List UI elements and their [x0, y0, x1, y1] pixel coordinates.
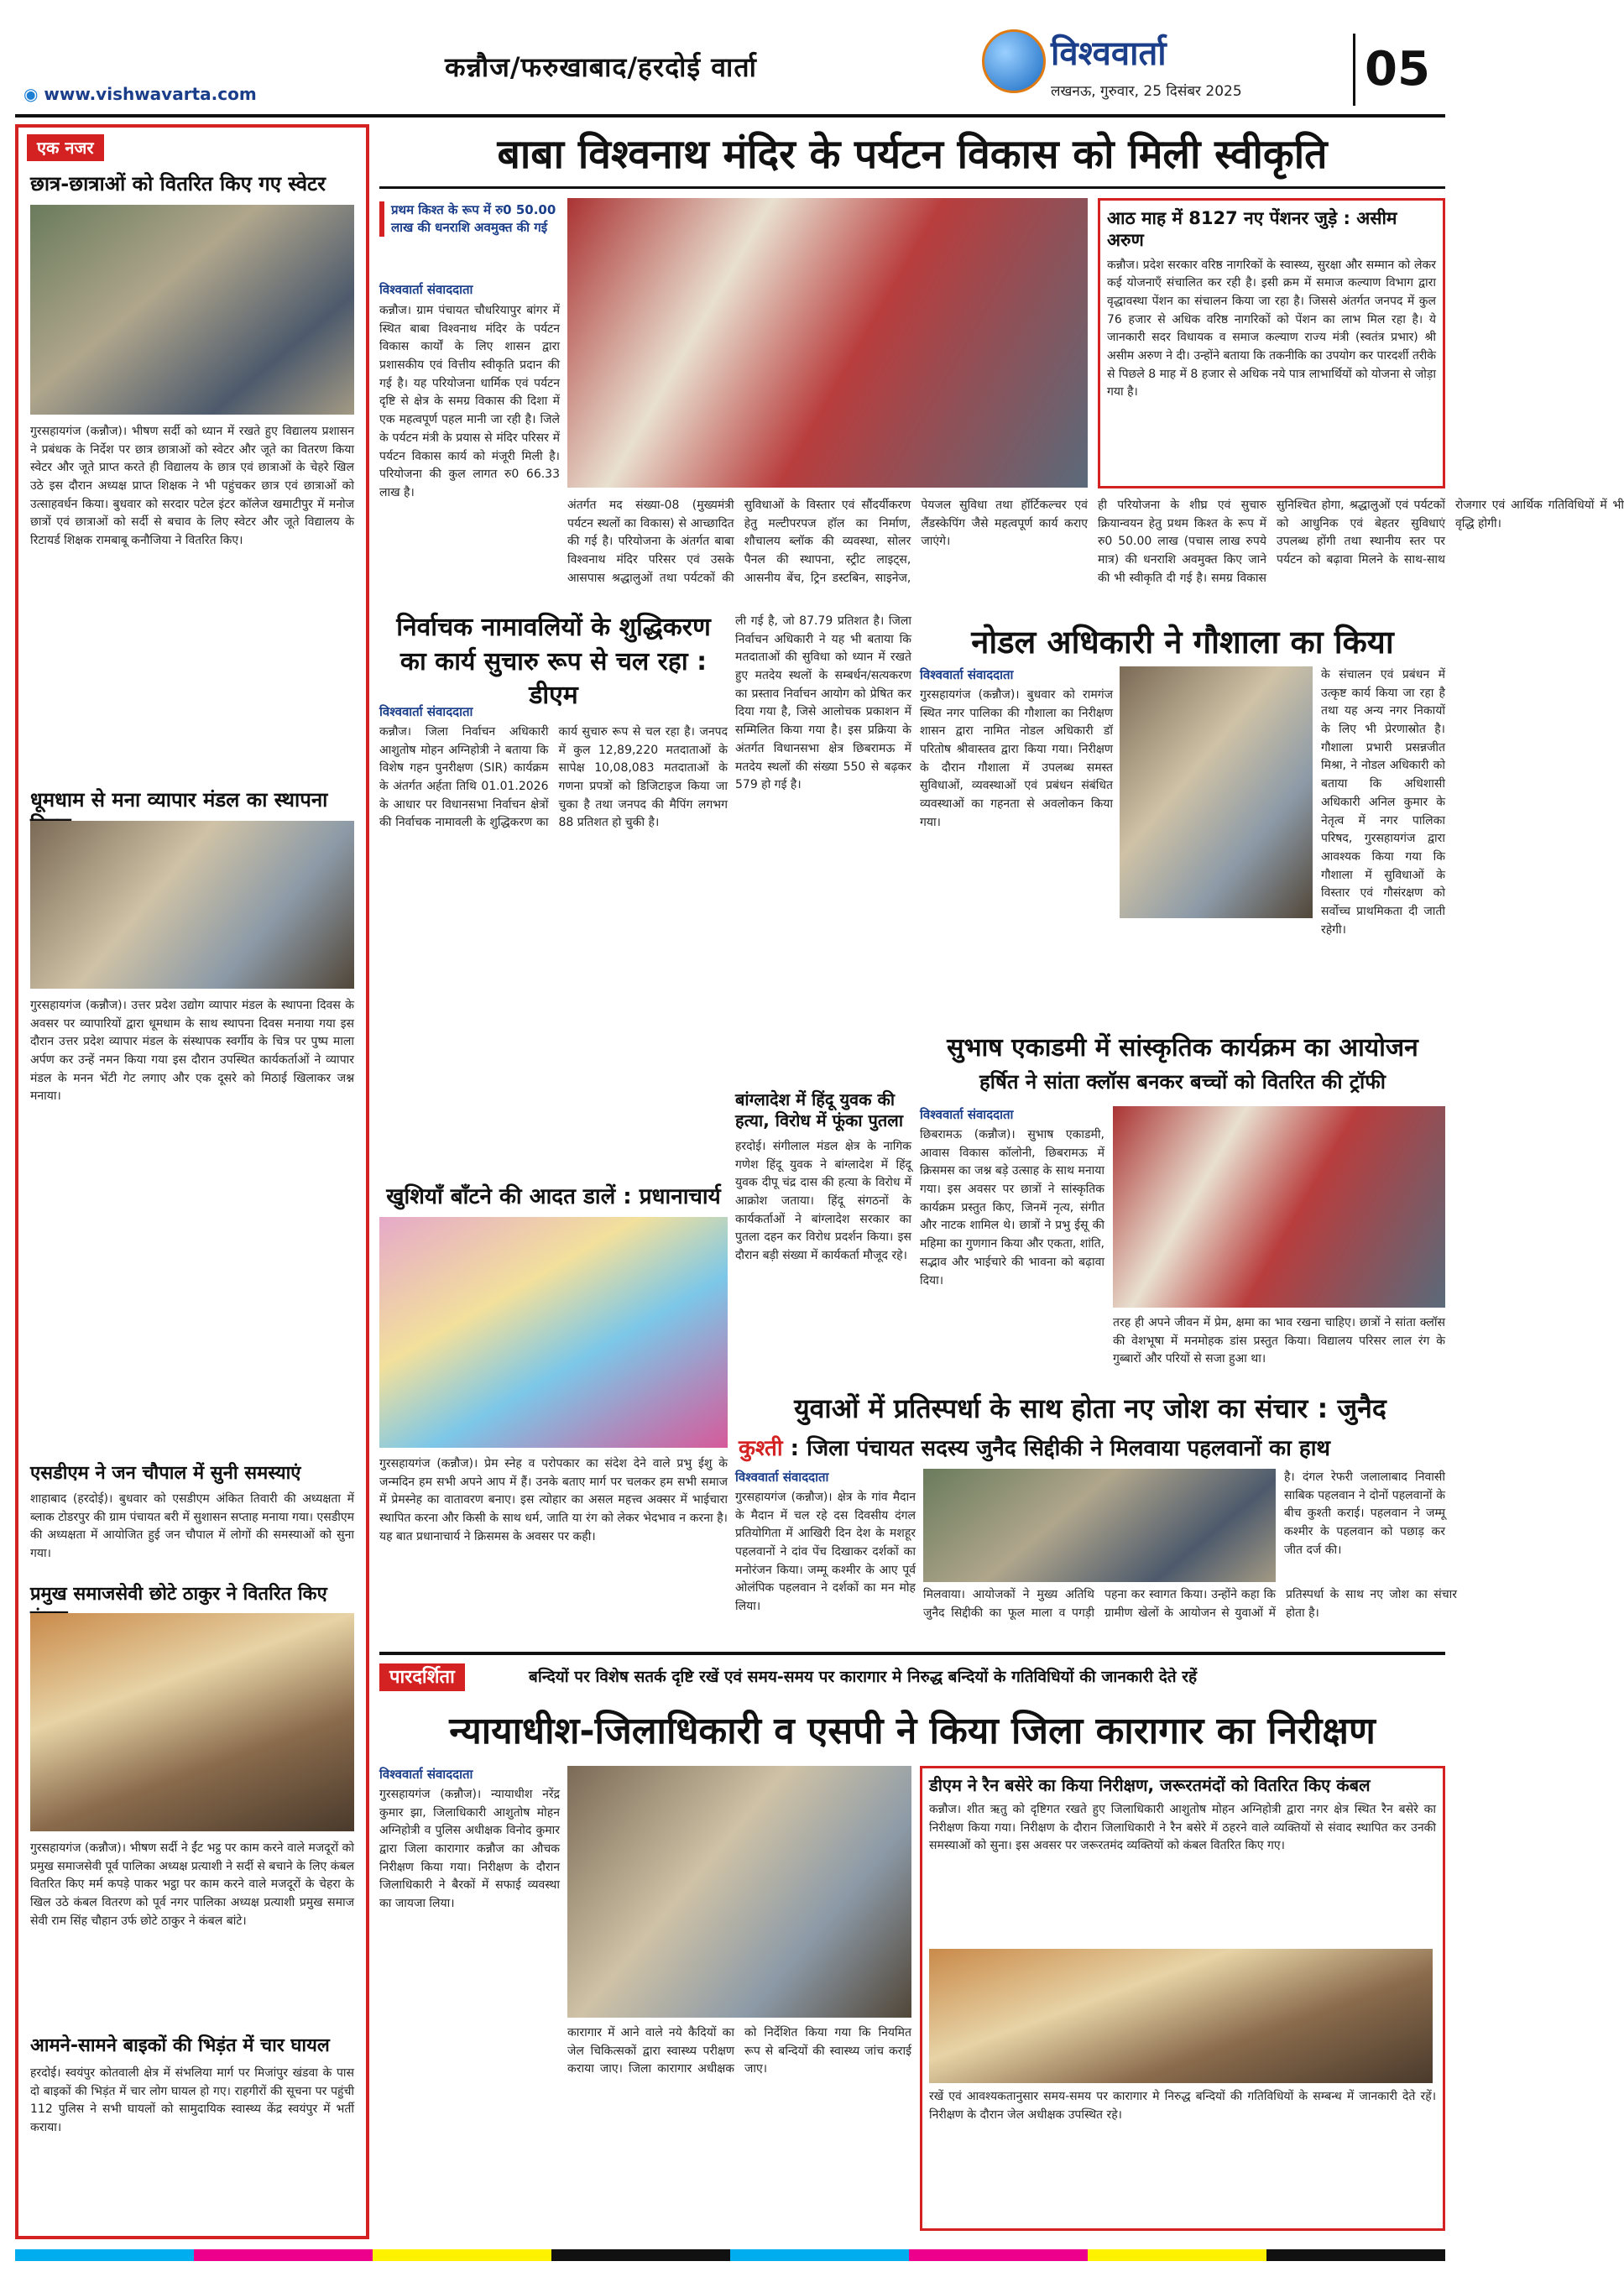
story1-photo — [30, 205, 354, 415]
lead-text-3: ही परियोजना के शीघ्र एवं सुचारु क्रियान्वयन हेतु प्रथम किश्त के रूप में रु0 50.00 लाख (पचास लाख रुपये मात्र) की धनराशि अवमुक्त किए जाने की भी स्वीकृति दी गई है। समग्र विकास सुनिश्चित होगा, श्रद्धालुओं एवं पर्यटकों को आधुनिक एवं बेहतर सुविधाएं उपलब्ध होंगी तथा स्थानीय स्तर पर पर्यटन को बढ़ावा मिलने के साथ-साथ रोजगार एवं आर्थिक गतिविधियों में भी वृद्धि होगी। — [1098, 499, 1624, 585]
principal-headline: खुशियाँ बाँटने की आदत डालें : प्रधानाचार्य — [386, 1184, 721, 1209]
pension-text: कन्नौज। प्रदेश सरकार वरिष्ठ नागरिकों के स्वास्थ्य, सुरक्षा और सम्मान को लेकर कई योजनाएँ संचालित कर रही है। इसी क्रम में समाज कल्याण विभाग द्वारा वृद्धावस्था पेंशन का संचालन किया जा रहा है। जिससे अंतर्गत जनपद में कुल 76 हजार से अधिक वरिष्ठ नागरिकों को पेंशन का लाभ मिल रहा है। ये जानकारी सदर विधायक व समाज कल्याण राज्य मंत्री (स्वतंत्र प्रभार) श्री असीम अरुण ने दी। उन्होंने बताया कि तकनीकि का उपयोग कर पारदर्शी तरीके से पिछले 8 माह में 8 हजार से अधिक नये पात्र लाभार्थियों को योजना से जोड़ा गया है। — [1107, 258, 1436, 400]
junaid-text-2: मिलवाया। आयोजकों ने मुख्य अतिथि जुनैद सिद्दीकी का फूल माला व पगड़ी पहना कर स्वागत किया। उन्होंने कहा कि ग्रामीण खेलों के आयोजन से युवाओं में प्रतिस्पर्धा के साथ नए जोश का संचार होता है। — [923, 1588, 1457, 1620]
electoral-text-2: ली गई है, जो 87.79 प्रतिशत है। जिला निर्वाचन अधिकारी ने यह भी बताया कि मतदाताओं की सुविधा को ध्यान में रखते हुए मतदेय स्थलों के सम्बर्धन/सत्यकरण का प्रस्ताव निर्वाचन आयोग को प्रेषित कर दिया गया है, जिसे आलोचक प्रकाशन में सम्मिलित किया गया है। इस प्रक्रिया के अंतर्गत विधानसभा क्षेत्र छिबरामऊ में मतदेय स्थलों की संख्या 550 से बढ़कर 579 हो गई है। — [735, 614, 911, 792]
blanket-headline: डीएम ने रैन बसेरे का किया निरीक्षण, जरूरतमंदों को वितरित किए कंबल — [929, 1775, 1371, 1795]
swatch-cyan — [15, 2249, 194, 2261]
junaid-photo — [923, 1469, 1276, 1582]
story4-photo — [30, 1613, 354, 1831]
junaid-text: गुरसहायगंज (कन्नौज)। क्षेत्र के गांव मैदान के मैदान में चल रहे दस दिवसीय दंगल प्रतियोगिता में आखिरी दिन देश के मशहूर पहलवानों ने दांव पेंच दिखाकर दर्शकों का मनोरंजन किया। जम्मू कश्मीर के आए पूर्व ओलंपिक पहलवान ने दर्शकों का मन मोह लिया। — [735, 1491, 916, 1614]
subhash-text: छिबरामऊ (कन्नौज)। सुभाष एकाडमी, आवास विकास कॉलोनी, छिबरामऊ में क्रिसमस का जश्न बड़े उत्साह के साथ मनाया गया। इस अवसर पर छात्रों ने सांस्कृतिक कार्यक्रम प्रस्तुत किए, जिनमें नृत्य, संगीत और नाटक शामिल थे। छात्रों ने प्रभु ईसू की महिमा का गुणगान किया और एकता, शांति, सद्भाव और भाईचारे की भावना को बढ़ावा दिया। — [920, 1128, 1104, 1287]
lead-headline: बाबा विश्वनाथ मंदिर के पर्यटन विकास को मिली स्वीकृति — [497, 131, 1328, 178]
pension-box — [1098, 198, 1445, 488]
subhash-byline: विश्ववार्ता संवाददाता — [920, 1107, 1014, 1122]
jail-tag-label: पारदर्शिता — [379, 1663, 465, 1691]
pension-headline: आठ माह में 8127 नए पेंशनर जुड़े : असीम अरुण — [1107, 208, 1397, 251]
gaushala-headline: नोडल अधिकारी ने गौशाला का किया — [971, 624, 1394, 661]
jail-text-2: कारागार में आने वाले नये कैदियों का जेल चिकित्सकों द्वारा स्वास्थ्य परीक्षण कराया जाए। जिला कारागार अधीक्षक को निर्देशित किया गया कि नियमित रूप से बन्दियों की स्वास्थ्य जांच कराई जाए। — [567, 2026, 911, 2076]
junaid-byline: विश्ववार्ता संवाददाता — [735, 1470, 829, 1485]
story1-headline: छात्र-छात्राओं को वितरित किए गए स्वेटर — [30, 172, 326, 196]
jail-text: गुरसहायगंज (कन्नौज)। न्यायाधीश नरेंद्र कुमार झा, जिलाधिकारी आशुतोष मोहन अग्निहोत्री व पुलिस अधीक्षक विनोद कुमार द्वारा जिला कारागार कन्नौज का औचक निरीक्षण किया गया। निरीक्षण के दौरान जिलाधिकारी ने बैरकों में सफाई व्यवस्था का जायजा लिया। — [379, 1788, 560, 1911]
lead-text: कन्नौज। ग्राम पंचायत चौधरियापुर बांगर में स्थित बाबा विश्वनाथ मंदिर के पर्यटन विकास कार्यों के लिए शासन द्वारा प्रशासकीय एवं वित्तीय स्वीकृति प्रदान की गई है। यह परियोजना धार्मिक एवं पर्यटन दृष्टि से क्षेत्र के समग्र विकास की दिशा में एक महत्वपूर्ण पहल मानी जा रही है। जिले के पर्यटन मंत्री के प्रयास से मंदिर परिसर में पर्यटन विकास कार्य को मंजूरी मिली है। परियोजना की कुल लागत रु0 66.33 लाख है। — [379, 304, 560, 499]
jail-text-3: रखें एवं आवश्यकतानुसार समय-समय पर कारागार मे निरुद्ध बन्दियों की गतिविधियों के सम्बन्ध में जानकारी देते रहें। निरीक्षण के दौरान जेल अधीक्षक उपस्थित रहे। — [929, 2090, 1436, 2122]
gaushala-text: गुरसहायगंज (कन्नौज)। बुधवार को रामगंज स्थित नगर पालिका की गौशाला का निरीक्षण शासन द्वारा नामित नोडल अधिकारी डॉ परितोष श्रीवास्तव द्वारा किया गया। निरीक्षण के दौरान गौशाला में उपलब्ध समस्त सुविधाओं, व्यवस्थाओं एवं प्रबंधन संबंधित व्यवस्थाओं का गहनता से अवलोकन किया गया। — [920, 688, 1113, 829]
swatch-magenta-2 — [909, 2249, 1088, 2261]
junaid-text-3: है। दंगल रेफरी जलालाबाद निवासी साबिक पहलवान ने दोनों पहलवानों के बीच कुश्ती कराई। पहलवान ने जम्मू कश्मीर के पहलवान को पछाड़ कर जीत दर्ज की। — [1284, 1470, 1445, 1557]
jail-photo — [567, 1766, 911, 2018]
swatch-black — [551, 2249, 730, 2261]
jail-byline: विश्ववार्ता संवाददाता — [379, 1767, 473, 1782]
website-text: www.vishwavarta.com — [44, 84, 257, 104]
story3-headline: एसडीएम ने जन चौपाल में सुनी समस्याएं — [30, 1463, 301, 1484]
subhash-photo — [1113, 1106, 1445, 1308]
junaid-strap: कुश्ती : जिला पंचायत सदस्य जुनैद सिद्दीकी ने मिलवाया पहलवानों का हाथ — [739, 1436, 1331, 1461]
story2-photo — [30, 821, 354, 989]
jail-rule — [379, 1652, 1445, 1655]
electoral-headline: निर्वाचक नामावलियों के शुद्धिकरण का कार्य सुचारु रूप से चल रहा : डीएम — [396, 613, 711, 710]
subhash-text-2: तरह ही अपने जीवन में प्रेम, क्षमा का भाव रखना चाहिए। छात्रों ने सांता क्लॉस की वेशभूषा में मनमोहक डांस प्रस्तुत किया। विद्यालय परिसर लाल रंग के गुब्बारों और परियों से सजा हुआ था। — [1113, 1316, 1445, 1366]
lead-photo — [567, 198, 1088, 488]
lead-rule — [379, 186, 1445, 189]
lead-text-2: अंतर्गत मद संख्या-08 (मुख्यमंत्री पर्यटन स्थलों का विकास) से आच्छादित की गई है। परियोजना के अंतर्गत बाबा विश्वनाथ मंदिर परिसर एवं उसके आसपास श्रद्धालुओं तथा पर्यटकों की सुविधाओं के विस्तार एवं सौंदर्यीकरण हेतु मल्टीपरपज हॉल का निर्माण, शौचालय ब्लॉक की व्यवस्था, सोलर पैनल की स्थापना, स्ट्रीट लाइट्स, आसनीय बेंच, ट्रिन डस्टबिन, साइनेज, पेयजल सुविधा तथा हॉर्टिकल्चर एवं लैंडस्केपिंग जैसे महत्वपूर्ण कार्य कराए जाएंगे। — [567, 499, 1088, 585]
jail-headline: न्यायाधीश-जिलाधिकारी व एसपी ने किया जिला कारागार का निरीक्षण — [449, 1710, 1376, 1752]
dateline: लखनऊ, गुरुवार, 25 दिसंबर 2025 — [1051, 83, 1242, 100]
blanket-box — [920, 1766, 1445, 2231]
section-tag-label: एक नजर — [27, 134, 104, 161]
edition-title: कन्नौज/फरुखाबाद/हरदोई वार्ता — [445, 51, 757, 83]
swatch-yellow-2 — [1088, 2249, 1266, 2261]
jail-strap: बन्दियों पर विशेष सतर्क दृष्टि रखें एवं समय-समय पर कारागार मे निरुद्ध बन्दियों के गतिविधियों की जानकारी देते रहें — [529, 1668, 1198, 1686]
junaid-subheadline: जिला पंचायत सदस्य जुनैद सिद्दीकी ने मिलवाया पहलवानों का हाथ — [807, 1436, 1331, 1461]
left-column — [15, 124, 369, 2239]
junaid-headline: युवाओं में प्रतिस्पर्धा के साथ होता नए जोश का संचार : जुनैद — [794, 1392, 1386, 1424]
story3-text: शाहाबाद (हरदोई)। बुधवार को एसडीएम अंकित तिवारी की अध्यक्षता में ब्लाक टोडरपुर की ग्राम पंचायत बरी में सुशासन सप्ताह मनाया गया। एसडीएम की अध्यक्षता में आयोजित हुई जन चौपाल में लोगों की समस्याओं को सुना गया। — [30, 1492, 354, 1561]
story1-text: गुरसहायगंज (कन्नौज)। भीषण सर्दी को ध्यान में रखते हुए विद्यालय प्रशासन ने प्रबंधक के निर्देश पर छात्र छात्राओं को स्वेटर और जूते का वितरण किया स्वेटर और जूते प्राप्त करते ही विद्यालय के छात्र एवं छात्राओं के चेहरे खिल उठे इस दौरान अध्यक्ष प्राप्त शिक्षक ने भी पहुंचकर छात्र एवं छात्राओं को उत्साहवर्धन किया। बुधवार को सरदार पटेल इंटर कॉलेज खमाटीपुर में मनोज छात्रों एवं छात्राओं को सर्दी से बचाव के लिए स्वेटर और जूते विद्यालय के रिटायर्ड शिक्षक रामबाबू कनौजिया ने वितरित किए। — [30, 425, 354, 548]
blanket-text: कन्नौज। शीत ऋतु को दृष्टिगत रखते हुए जिलाधिकारी आशुतोष मोहन अग्निहोत्री द्वारा नगर क्षेत्र स्थित रैन बसेरे का निरीक्षण किया गया। निरीक्षण के दौरान जिलाधिकारी ने रैन बसेरे में ठहरने वाले व्यक्तियों से संवाद स्थापित कर उनकी समस्याओं को सुना। इस अवसर पर जरूरतमंद व्यक्तियों को कंबल वितरित किए गए। — [929, 1803, 1436, 1853]
principal-photo — [379, 1217, 728, 1448]
swatch-black-2 — [1266, 2249, 1445, 2261]
blanket-photo — [929, 1949, 1433, 2083]
lead-kicker: प्रथम किश्त के रूप में रु0 50.00 लाख की धनराशि अवमुक्त की गई — [379, 201, 560, 237]
lead-byline: विश्ववार्ता संवाददाता — [379, 282, 473, 297]
gaushala-byline: विश्ववार्ता संवाददाता — [920, 667, 1014, 682]
globe-icon: ◉ — [23, 84, 39, 104]
swatch-yellow — [373, 2249, 551, 2261]
subhash-headline: सुभाष एकाडमी में सांस्कृतिक कार्यक्रम का आयोजन — [947, 1033, 1418, 1063]
story4-headline: प्रमुख समाजसेवी छोटे ठाकुर ने वितरित किए — [30, 1584, 327, 1605]
jail-tag — [379, 1663, 465, 1689]
electoral-text: कन्नौज। जिला निर्वाचन अधिकारी आशुतोष मोहन अग्निहोत्री ने बताया कि विशेष गहन पुनरीक्षण (SIR) कार्यक्रम के अंतर्गत अर्हता तिथि 01.01.2026 के आधार पर विधानसभा निर्वाचन क्षेत्रों की निर्वाचक नामावली के शुद्धिकरण का कार्य सुचारु रूप से चल रहा है। जनपद में कुल 12,89,220 मतदाताओं के सापेक्ष 10,08,083 मतदाताओं के गणना प्रपत्रों को डिजिटाइज किया जा चुका है तथा जनपद की मैपिंग लगभग 88 प्रतिशत हो चुकी है। — [379, 725, 728, 830]
website-url[interactable] — [23, 84, 257, 104]
bangladesh-text: हरदोई। संगीलाल मंडल क्षेत्र के नागिक गणेश हिंदू युवक ने बांग्लादेश में हिंदू युवक दीपू चंद्र दास की हत्या के विरोध में आक्रोश जताया। हिंदू संगठनों के कार्यकर्ताओं ने बांग्लादेश सरकार का पुतला दहन कर विरोध प्रदर्शन किया। इस दौरान बड़ी संख्या में कार्यकर्ता मौजूद रहे। — [735, 1140, 911, 1263]
brand-name: विश्ववार्ता — [1051, 34, 1167, 73]
header-rule — [15, 114, 1445, 118]
story5-headline: आमने-सामने बाइकों की भिड़ंत में चार घायल — [30, 2035, 330, 2056]
gaushala-text-2: के संचालन एवं प्रबंधन में उत्कृष्ट कार्य किया जा रहा है तथा यह अन्य नगर निकायों के लिए भी प्रेरणास्रोत है। गौशाला प्रभारी प्रसन्नजीत मिश्रा, ने नोडल अधिकारी को बताया कि अधिशासी अधिकारी अनिल कुमार के नेतृत्व में नगर पालिका परिषद, गुरसहायगंज द्वारा आवश्यक किया गया कि गौशाला में सुविधाओं के विस्तार एवं गौसंरक्षण को सर्वोच्च प्राथमिकता दी जाती रहेगी। — [1321, 668, 1445, 937]
brand-logo-icon — [982, 29, 1046, 93]
story4-text: गुरसहायगंज (कन्नौज)। भीषण सर्दी ने ईंट भट्ठ पर काम करने वाले मजदूरों को प्रमुख समाजसेवी पूर्व पालिका अध्यक्ष प्रत्याशी ने सर्दी से बचाने के लिए कंबल वितरित किए मर्म कपड़े पाकर भट्ठा पर काम करने वाले मजदूरों के चेहरा के खिल उठे कंबल वितरण को पूर्व नगर पालिका अध्यक्ष प्रत्याशी प्रमुख समाज सेवी राम सिंह चौहान उर्फ छोटे ठाकुर ने कंबल बांटे। — [30, 1841, 354, 1928]
story2-text: गुरसहायगंज (कन्नौज)। उत्तर प्रदेश उद्योग व्यापार मंडल के स्थापना दिवस के अवसर पर व्यापारियों द्वारा धूमधाम के साथ स्थापना दिवस मनाया गया इस दौरान उत्तर प्रदेश व्यापार मंडल के संस्थापक स्वर्गीय के चित्र पर पुष्प माला अर्पण कर उन्हें नमन किया गया इस दौरान उपस्थित कार्यकर्ताओं ने व्यापार मंडल के मनन भेंटी गेट लगाए और एक दूसरे को मिठाई खिलाकर जश्न मनाया। — [30, 999, 354, 1104]
print-color-bar — [15, 2249, 1445, 2261]
bangladesh-headline: बांग्लादेश में हिंदू युवक की हत्या, विरोध में फूंका पुतला — [735, 1089, 904, 1131]
principal-text: गुरसहायगंज (कन्नौज)। प्रेम स्नेह व परोपकार का संदेश देने वाले प्रभु ईशु के जन्मदिन हम सभी अपने आप में हैं। उनके बताए मार्ग पर चलकर हम सभी समाज में प्रेमस्नेह का वातावरण बनाए। इस त्योहार का असल महत्त्व अक्सर में भाईचारा स्थापित करना और किसी के साथ धर्म, जाति या रंग को लेकर भेदभाव न करना है। यह बात प्रधानाचार्य ने क्रिसमस के अवसर पर कही। — [379, 1457, 728, 1543]
junaid-kicker: कुश्ती — [739, 1436, 783, 1461]
story5-text: हरदोई। स्वयंपुर कोतवाली क्षेत्र में संभलिया मार्ग पर मिजांपुर खंडवा के पास दो बाइकों की भिड़ंत में चार लोग घायल हो गए। राहगीरों की सूचना पर पहुंची 112 पुलिस ने सभी घायलों को सामुदायिक स्वास्थ्य केंद्र स्वयंपुर में भर्ती कराया। — [30, 2066, 354, 2135]
story2-headline: धूमधाम से मना व्यापार मंडल का स्थापना — [30, 788, 328, 812]
subhash-subheadline: हर्षित ने सांता क्लॉस बनकर बच्चों को वितरित की ट्रॉफी — [979, 1070, 1386, 1094]
gaushala-photo — [1120, 666, 1313, 918]
section-tag — [27, 136, 104, 159]
electoral-byline: विश्ववार्ता संवाददाता — [379, 704, 473, 719]
page-number: 05 — [1353, 34, 1439, 106]
swatch-cyan-2 — [730, 2249, 909, 2261]
swatch-magenta — [194, 2249, 373, 2261]
